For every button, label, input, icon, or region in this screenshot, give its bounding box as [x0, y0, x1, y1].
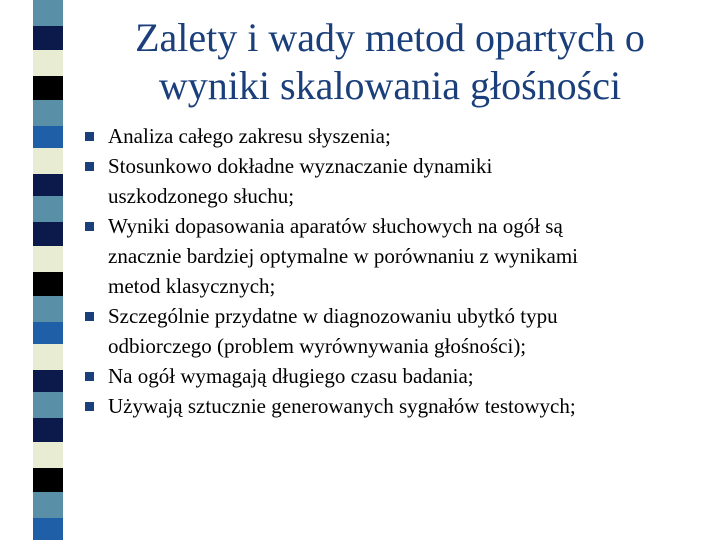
decorative-stripe: [33, 272, 63, 296]
square-bullet-icon: [85, 222, 94, 231]
decorative-stripe: [33, 344, 63, 370]
decorative-stripe: [33, 76, 63, 100]
bullet-item: [84, 151, 694, 211]
bullet-text-line: Stosunkowo dokładne wyznaczanie dynamiki: [108, 154, 493, 178]
bullet-text-line: Analiza całego zakresu słyszenia;: [108, 124, 391, 148]
decorative-stripe: [33, 196, 63, 222]
bullet-text-line: Szczególnie przydatne w diagnozowaniu ubytkó typu: [108, 304, 558, 328]
decorative-stripe: [33, 442, 63, 468]
decorative-stripe-bar: [33, 0, 63, 540]
decorative-stripe: [33, 26, 63, 50]
decorative-stripe: [33, 0, 63, 26]
bullet-text-line: Używają sztucznie generowanych sygnałów testowych;: [108, 394, 576, 418]
bullet-item: [84, 121, 694, 151]
bullet-text-line: odbiorczego (problem wyrównywania głośności);: [108, 334, 527, 358]
bullet-item: [84, 211, 694, 301]
slide-title: [95, 14, 685, 110]
bullet-text-line: znacznie bardziej optymalne w porównaniu z wynikami: [108, 244, 578, 268]
decorative-stripe: [33, 468, 63, 492]
square-bullet-icon: [85, 312, 94, 321]
decorative-stripe: [33, 492, 63, 518]
square-bullet-icon: [85, 132, 94, 141]
decorative-stripe: [33, 418, 63, 442]
bullet-text-line: uszkodzonego słuchu;: [108, 184, 295, 208]
bullet-item: [84, 391, 694, 421]
bullet-text-line: Na ogół wymagają długiego czasu badania;: [108, 364, 474, 388]
bullet-item: [84, 361, 694, 391]
decorative-stripe: [33, 322, 63, 344]
square-bullet-icon: [85, 372, 94, 381]
decorative-stripe: [33, 518, 63, 540]
decorative-stripe: [33, 174, 63, 196]
title-line: Zalety i wady metod opartych o: [135, 15, 645, 60]
bullet-text-line: Wyniki dopasowania aparatów słuchowych na ogół są: [108, 214, 563, 238]
decorative-stripe: [33, 296, 63, 322]
title-line: wyniki skalowania głośności: [158, 63, 622, 108]
bullet-item: [84, 301, 694, 361]
square-bullet-icon: [85, 162, 94, 171]
decorative-stripe: [33, 222, 63, 246]
decorative-stripe: [33, 392, 63, 418]
decorative-stripe: [33, 148, 63, 174]
square-bullet-icon: [85, 402, 94, 411]
bullet-list: [84, 121, 694, 421]
decorative-stripe: [33, 100, 63, 126]
decorative-stripe: [33, 50, 63, 76]
decorative-stripe: [33, 246, 63, 272]
bullet-text-line: metod klasycznych;: [108, 274, 276, 298]
decorative-stripe: [33, 370, 63, 392]
decorative-stripe: [33, 126, 63, 148]
